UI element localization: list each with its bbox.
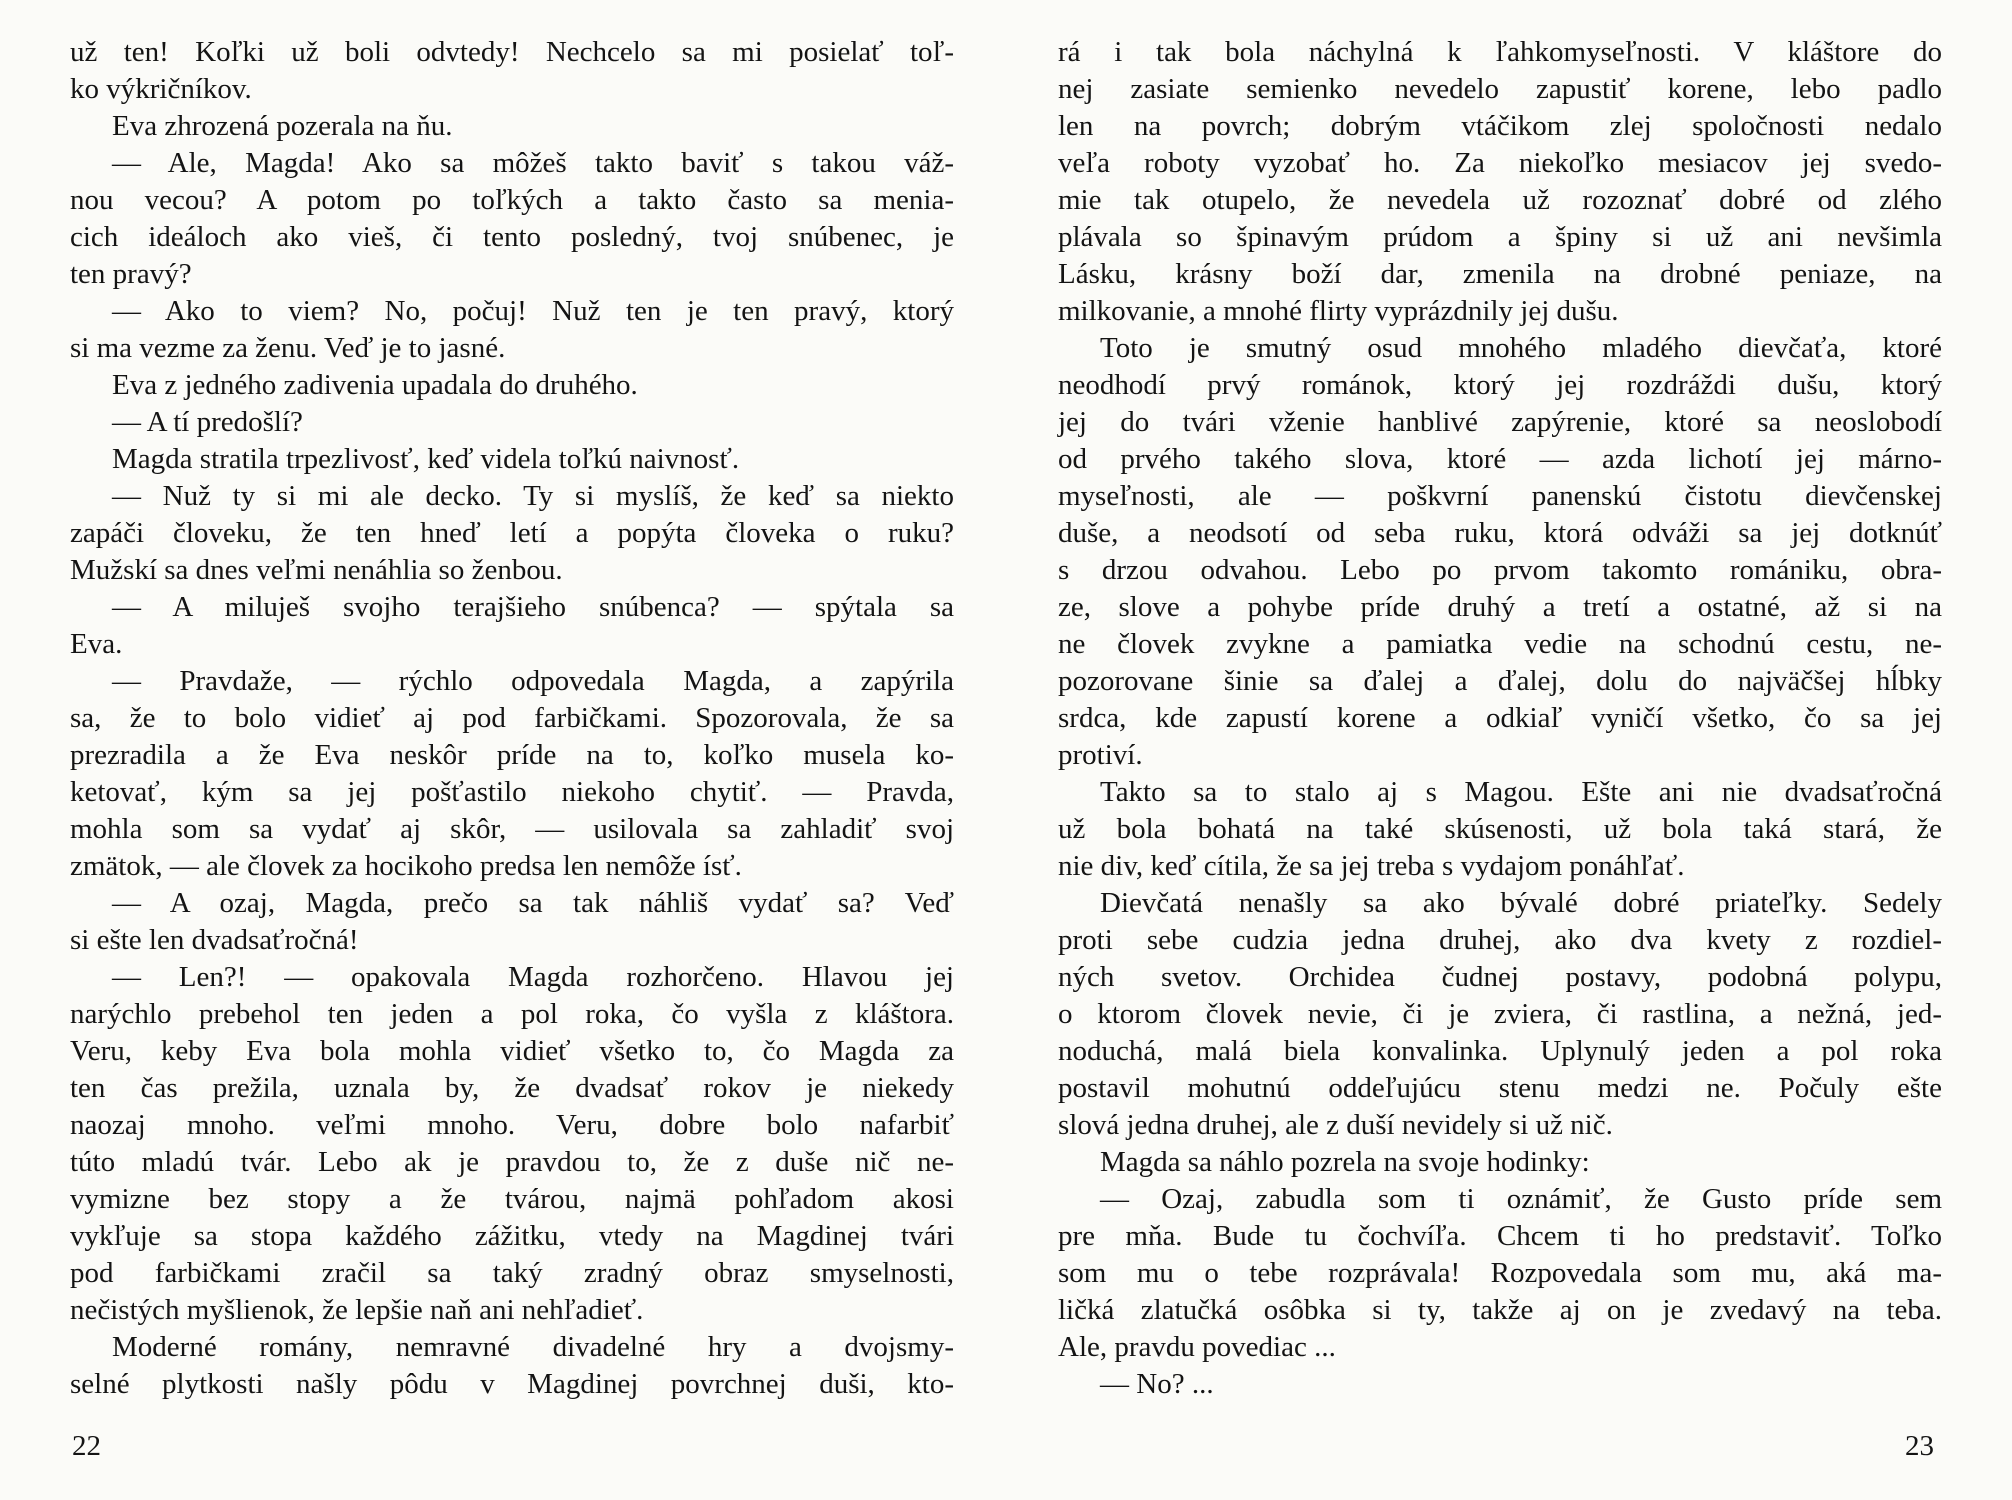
text-line: Takto sa to stalo aj s Magou. Ešte ani nie dvadsaťročná xyxy=(1100,776,1942,808)
text-line: — No? ... xyxy=(1100,1368,1214,1400)
text-line: prezradila a že Eva neskôr príde na to, koľko musela ko- xyxy=(70,739,954,771)
text-line: Magda stratila trpezlivosť, keď videla toľkú naivnosť. xyxy=(112,443,740,475)
text-line: postavil mohutnú oddeľujúcu stenu medzi ne. Počuly ešte xyxy=(1058,1072,1942,1104)
text-line: vymizne bez stopy a že tvárou, najmä pohľadom akosi xyxy=(70,1183,954,1215)
text-line: nečistých myšlienok, že lepšie naň ani nehľadieť. xyxy=(70,1294,644,1326)
text-line: už ten! Koľki už boli odvtedy! Nechcelo sa mi posielať toľ- xyxy=(70,36,954,68)
text-line: nej zasiate semienko nevedelo zapustiť korene, lebo padlo xyxy=(1058,73,1942,105)
text-line: ných svetov. Orchidea čudnej postavy, podobná polypu, xyxy=(1058,961,1942,993)
text-line: proti sebe cudzia jedna druhej, ako dva kvety z rozdiel- xyxy=(1058,924,1942,956)
text-line: — Len?! — opakovala Magda rozhorčeno. Hlavou jej xyxy=(112,961,954,993)
text-line: sa, že to bolo vidieť aj pod farbičkami. Spozorovala, že sa xyxy=(70,702,954,734)
text-line: vykľuje sa stopa každého zážitku, vtedy na Magdinej tvári xyxy=(70,1220,954,1252)
text-line: veľa roboty vyzobať ho. Za niekoľko mesiacov jej svedo- xyxy=(1058,147,1942,179)
text-line: milkovanie, a mnohé flirty vyprázdnily jej dušu. xyxy=(1058,295,1619,327)
text-line: pre mňa. Bude tu čochvíľa. Chcem ti ho predstaviť. Toľko xyxy=(1058,1220,1942,1252)
text-line: Dievčatá nenašly sa ako bývalé dobré priateľky. Sedely xyxy=(1100,887,1942,919)
text-line: si ma vezme za ženu. Veď je to jasné. xyxy=(70,332,506,364)
book-page-right xyxy=(1058,34,1942,1403)
book-page-left xyxy=(70,34,954,1403)
text-line: už bola bohatá na také skúsenosti, už bola taká stará, že xyxy=(1058,813,1942,845)
text-line: Eva zhrozená pozerala na ňu. xyxy=(112,110,453,142)
text-line: duše, a neodsotí od seba ruku, ktorá odváži sa jej dotknúť xyxy=(1058,517,1942,549)
text-line: nou vecou? A potom po toľkých a takto často sa menia- xyxy=(70,184,954,216)
text-line: — Pravdaže, — rýchlo odpovedala Magda, a zapýrila xyxy=(112,665,954,697)
text-line: ten pravý? xyxy=(70,258,192,290)
text-line: Magda sa náhlo pozrela na svoje hodinky: xyxy=(1100,1146,1590,1178)
text-line: slová jedna druhej, ale z duší nevidely si už nič. xyxy=(1058,1109,1613,1141)
text-line: pozorovane šinie sa ďalej a ďalej, dolu do najväčšej hĺbky xyxy=(1058,665,1942,697)
text-line: Eva z jedného zadivenia upadala do druhého. xyxy=(112,369,638,401)
text-line: mie tak otupelo, že nevedela už rozoznať dobré od zlého xyxy=(1058,184,1942,216)
text-line: ketovať, kým sa jej pošťastilo niekoho chytiť. — Pravda, xyxy=(70,776,954,808)
text-line: — Ale, Magda! Ako sa môžeš takto baviť s takou váž- xyxy=(112,147,954,179)
text-line: cich ideáloch ako vieš, či tento posledný, tvoj snúbenec, je xyxy=(70,221,954,253)
text-line: noduchá, malá biela konvalinka. Uplynulý jeden a pol roka xyxy=(1058,1035,1942,1067)
text-line: plávala so špinavým prúdom a špiny si už ani nevšimla xyxy=(1058,221,1942,253)
text-line: o ktorom človek nevie, či je zviera, či rastlina, a nežná, jed- xyxy=(1058,998,1942,1030)
text-line: Veru, keby Eva bola mohla vidieť všetko to, čo Magda za xyxy=(70,1035,954,1067)
page-number-right: 23 xyxy=(1905,1430,1934,1462)
text-line: — A ozaj, Magda, prečo sa tak náhliš vydať sa? Veď xyxy=(112,887,954,919)
text-line: Eva. xyxy=(70,628,123,660)
text-line: narýchlo prebehol ten jeden a pol roka, čo vyšla z kláštora. xyxy=(70,998,954,1030)
text-line: som mu o tebe rozprávala! Rozpovedala som mu, aká ma- xyxy=(1058,1257,1942,1289)
text-line: len na povrch; dobrým vtáčikom zlej spoločnosti nedalo xyxy=(1058,110,1942,142)
text-line: túto mladú tvár. Lebo ak je pravdou to, že z duše nič ne- xyxy=(70,1146,954,1178)
text-line: naozaj mnoho. veľmi mnoho. Veru, dobre bolo nafarbiť xyxy=(70,1109,954,1141)
text-line: protiví. xyxy=(1058,739,1143,771)
text-line: rá i tak bola náchylná k ľahkomyseľnosti. V kláštore do xyxy=(1058,36,1942,68)
text-line: ten čas prežila, uznala by, že dvadsať rokov je niekedy xyxy=(70,1072,954,1104)
text-line: ko výkričníkov. xyxy=(70,73,252,105)
text-line: nie div, keď cítila, že sa jej treba s vydajom ponáhľať. xyxy=(1058,850,1685,882)
text-line: mohla som sa vydať aj skôr, — usilovala sa zahladiť svoj xyxy=(70,813,954,845)
text-line: pod farbičkami zračil sa taký zradný obraz smyselnosti, xyxy=(70,1257,954,1289)
text-line: ne človek zvykne a pamiatka vedie na schodnú cestu, ne- xyxy=(1058,628,1942,660)
text-line: — A miluješ svojho terajšieho snúbenca? — spýtala sa xyxy=(112,591,954,623)
text-line: ze, slove a pohybe príde druhý a tretí a ostatné, až si na xyxy=(1058,591,1942,623)
text-line: selné plytkosti našly pôdu v Magdinej povrchnej duši, kto- xyxy=(70,1368,954,1400)
page-number-left: 22 xyxy=(72,1430,101,1462)
text-line: Moderné romány, nemravné divadelné hry a dvojsmy- xyxy=(112,1331,954,1363)
text-line: Toto je smutný osud mnohého mladého dievčaťa, ktoré xyxy=(1100,332,1942,364)
text-line: — Ozaj, zabudla som ti oznámiť, že Gusto príde sem xyxy=(1100,1183,1942,1215)
text-line: ličká zlatučká osôbka si ty, takže aj on je zvedavý na teba. xyxy=(1058,1294,1942,1326)
text-line: od prvého takého slova, ktoré — azda lichotí jej márno- xyxy=(1058,443,1942,475)
text-line: s drzou odvahou. Lebo po prvom takomto romániku, obra- xyxy=(1058,554,1942,586)
text-line: — Nuž ty si mi ale decko. Ty si myslíš, že keď sa niekto xyxy=(112,480,954,512)
text-line: jej do tvári vženie hanblivé zapýrenie, ktoré sa neoslobodí xyxy=(1058,406,1942,438)
text-line: srdca, kde zapustí korene a odkiaľ vyničí všetko, čo sa jej xyxy=(1058,702,1942,734)
text-line: zmätok, — ale človek za hocikoho predsa len nemôže ísť. xyxy=(70,850,742,882)
text-line: myseľnosti, ale — poškvrní panenskú čistotu dievčenskej xyxy=(1058,480,1942,512)
text-line: Ale, pravdu povediac ... xyxy=(1058,1331,1336,1363)
text-line: si ešte len dvadsaťročná! xyxy=(70,924,359,956)
text-line: zapáči človeku, že ten hneď letí a popýta človeka o ruku? xyxy=(70,517,954,549)
text-line: — A tí predošlí? xyxy=(112,406,303,438)
text-line: Mužskí sa dnes veľmi nenáhlia so ženbou. xyxy=(70,554,563,586)
text-line: Lásku, krásny boží dar, zmenila na drobné peniaze, na xyxy=(1058,258,1942,290)
text-line: neodhodí prvý románok, ktorý jej rozdráždi dušu, ktorý xyxy=(1058,369,1942,401)
text-line: — Ako to viem? No, počuj! Nuž ten je ten pravý, ktorý xyxy=(112,295,954,327)
